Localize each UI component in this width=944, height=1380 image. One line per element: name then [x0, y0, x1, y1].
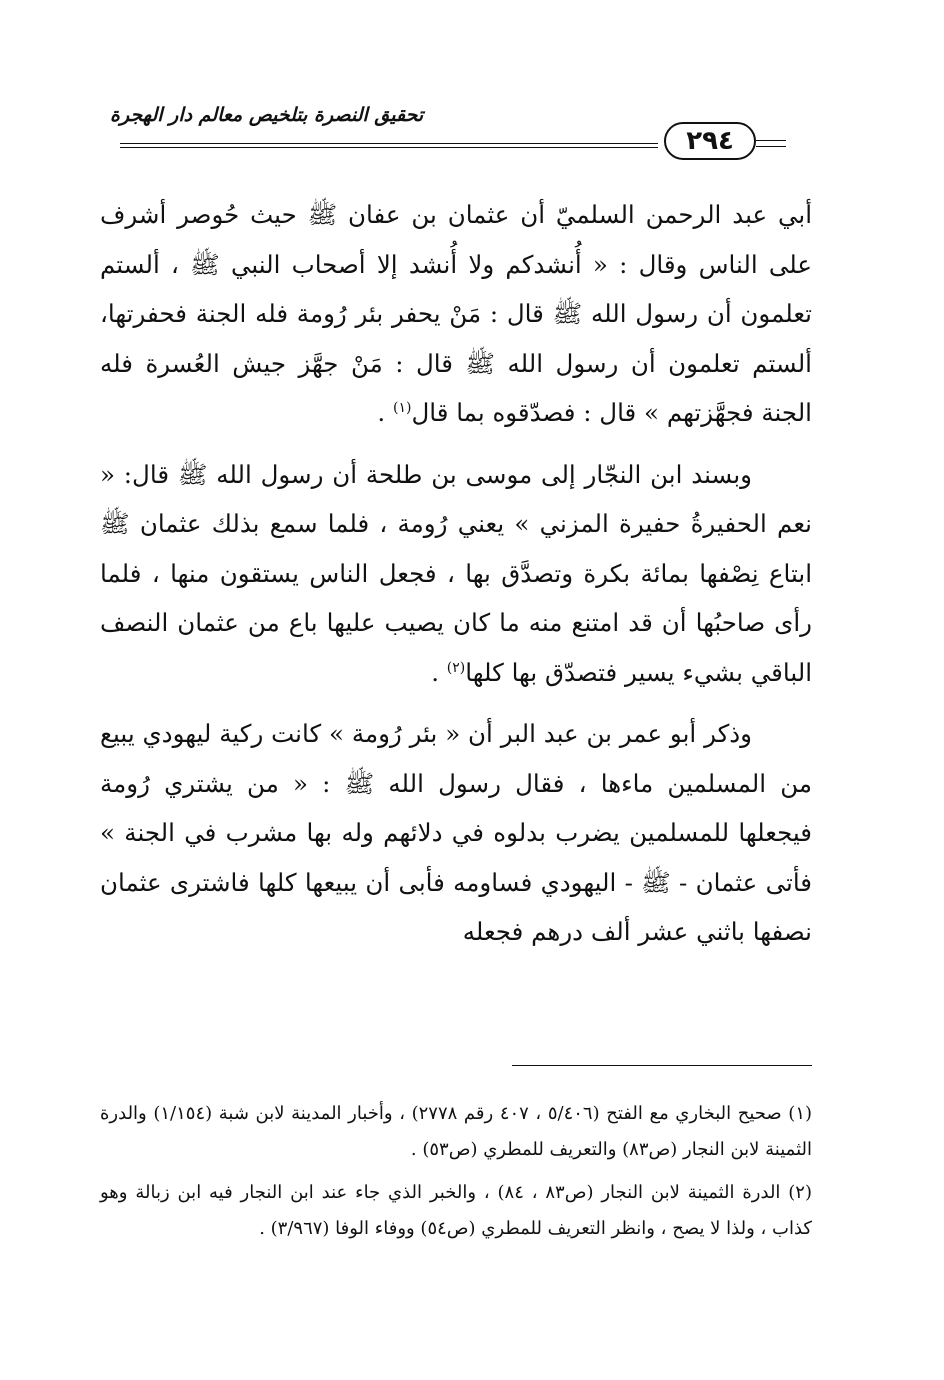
header-rule-tail [756, 140, 786, 147]
footnote-ref-1: (١) [392, 399, 412, 416]
footnote-2: (٢) الدرة الثمينة لابن النجار (ص٨٣ ، ٨٤) ، والخبر الذي جاء عند ابن النجار فيه ابن زبالة وهو كذاب ، ولذا لا يصح ، وانظر التعريف للمطري (ص٥٤) ووفاء الوفا (٣/٩٦٧) . [100, 1182, 812, 1239]
paragraph-3 [100, 709, 812, 957]
main-text [100, 190, 812, 957]
page-number-badge [664, 122, 756, 160]
paragraph-3-text: وذكر أبو عمر بن عبد البر أن « بئر رُومة » كانت ركية ليهودي يبيع من المسلمين ماءها ، فقال رسول الله ﷺ : « من يشتري رُومة فيجعلها للمسلمين يضرب بدلوه في دلائهم وله بها مشرب في الجنة » فأتى عثمان - ﷺ - اليهودي فساومه فأبى أن يبيعها كلها فاشترى عثمان نصفها باثني عشر ألف درهم فجعله [100, 719, 812, 946]
footnote-ref-2: (٢) [446, 659, 466, 676]
paragraph-2 [100, 450, 812, 698]
header-rule [120, 143, 658, 148]
page-number: ٢٩٤ [686, 126, 734, 156]
paragraph-1-text: أبي عبد الرحمن السلميّ أن عثمان بن عفان ﷺ حيث حُوصر أشرف على الناس وقال : « أُنشدكم ولا أُنشد إلا أصحاب النبي ﷺ ، ألستم تعلمون أن رسول الله ﷺ قال : مَنْ يحفر بئر رُومة فله الجنة فحفرتها، ألستم تعلمون أن رسول الله ﷺ قال : مَنْ جهَّز جيش العُسرة فله الجنة فجهَّزتهم » قال : فصدّقوه بما قال [100, 200, 812, 427]
footnote-separator [512, 1065, 812, 1066]
paragraph-1 [100, 190, 812, 438]
book-title: تحقيق النصرة بتلخيص معالم دار الهجرة [110, 104, 424, 126]
paragraph-2-end: . [431, 657, 447, 687]
footnotes [100, 1096, 812, 1247]
paragraph-2-text: وبسند ابن النجّار إلى موسى بن طلحة أن رسول الله ﷺ قال: « نعم الحفيرةُ حفيرة المزني » يعني رُومة ، فلما سمع بذلك عثمان ﷺ ابتاع نِصْفها بمائة بكرة وتصدَّق بها ، فجعل الناس يستقون منها ، فلما رأى صاحبُها أن قد امتنع منه ما كان يصيب عليها باع من عثمان النصف الباقي بشيء يسير فتصدّق بها كلها [100, 459, 812, 687]
paragraph-1-end: . [377, 398, 393, 427]
footnote-1: (١) صحيح البخاري مع الفتح (٥/٤٠٦ ، ٤٠٧ رقم ٢٧٧٨) ، وأخبار المدينة لابن شبة (١/١٥٤) والدرة الثمينة لابن النجار (ص٨٣) والتعريف للمطري (ص٥٣) . [100, 1103, 813, 1160]
